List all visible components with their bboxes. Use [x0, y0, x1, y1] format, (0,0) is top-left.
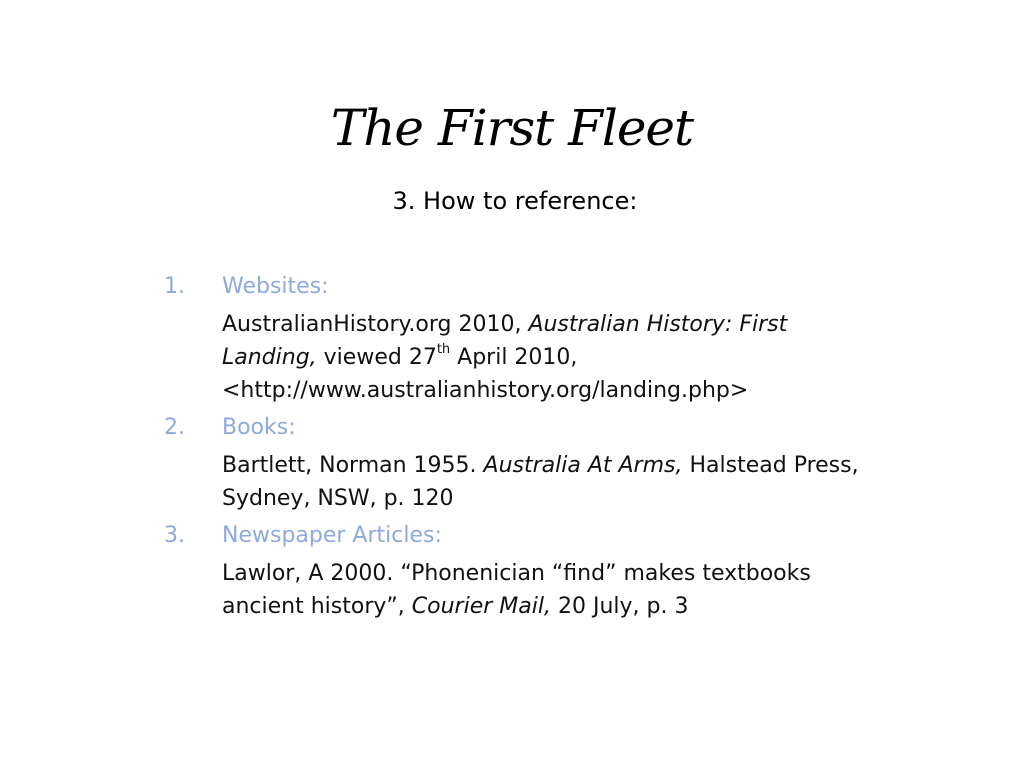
- list-number: 2.: [164, 415, 185, 440]
- slide-subtitle: 3. How to reference:: [392, 187, 638, 215]
- list-heading: Books:: [222, 415, 296, 440]
- slide-title: The First Fleet: [330, 99, 694, 157]
- reference-text-part: 20 July, p. 3: [550, 594, 689, 619]
- reference-text-part: Halstead Press, Sydney, NSW, p. 120: [222, 453, 859, 511]
- reference-superscript: th: [436, 342, 451, 357]
- reference-text-part: Bartlett, Norman 1955.: [222, 453, 484, 478]
- reference-list: [160, 270, 860, 627]
- reference-italic-title: Australian History: First Landing,: [222, 312, 788, 370]
- reference-text-part: viewed 27: [316, 345, 437, 370]
- list-heading: Newspaper Articles:: [222, 523, 442, 548]
- list-item-newspaper-articles: [160, 519, 860, 623]
- list-number: 1.: [164, 274, 185, 299]
- reference-text: [222, 449, 860, 515]
- reference-text-part: AustralianHistory.org 2010,: [222, 312, 529, 337]
- reference-italic-title: Australia At Arms,: [483, 453, 683, 478]
- list-item-books: [160, 411, 860, 515]
- list-item-header: [160, 519, 860, 553]
- reference-text-part: April 2010, <http://www.australianhistory.org/landing.php>: [222, 345, 749, 403]
- list-number: 3.: [164, 523, 185, 548]
- list-item-header: [160, 411, 860, 445]
- list-item-header: [160, 270, 860, 304]
- reference-text: [222, 308, 860, 407]
- reference-italic-title: Courier Mail,: [411, 594, 551, 619]
- reference-text: [222, 557, 860, 623]
- list-item-websites: [160, 270, 860, 407]
- list-heading: Websites:: [222, 274, 329, 299]
- reference-text-part: Lawlor, A 2000. “Phonenician “find” makes textbooks ancient history”,: [222, 561, 811, 619]
